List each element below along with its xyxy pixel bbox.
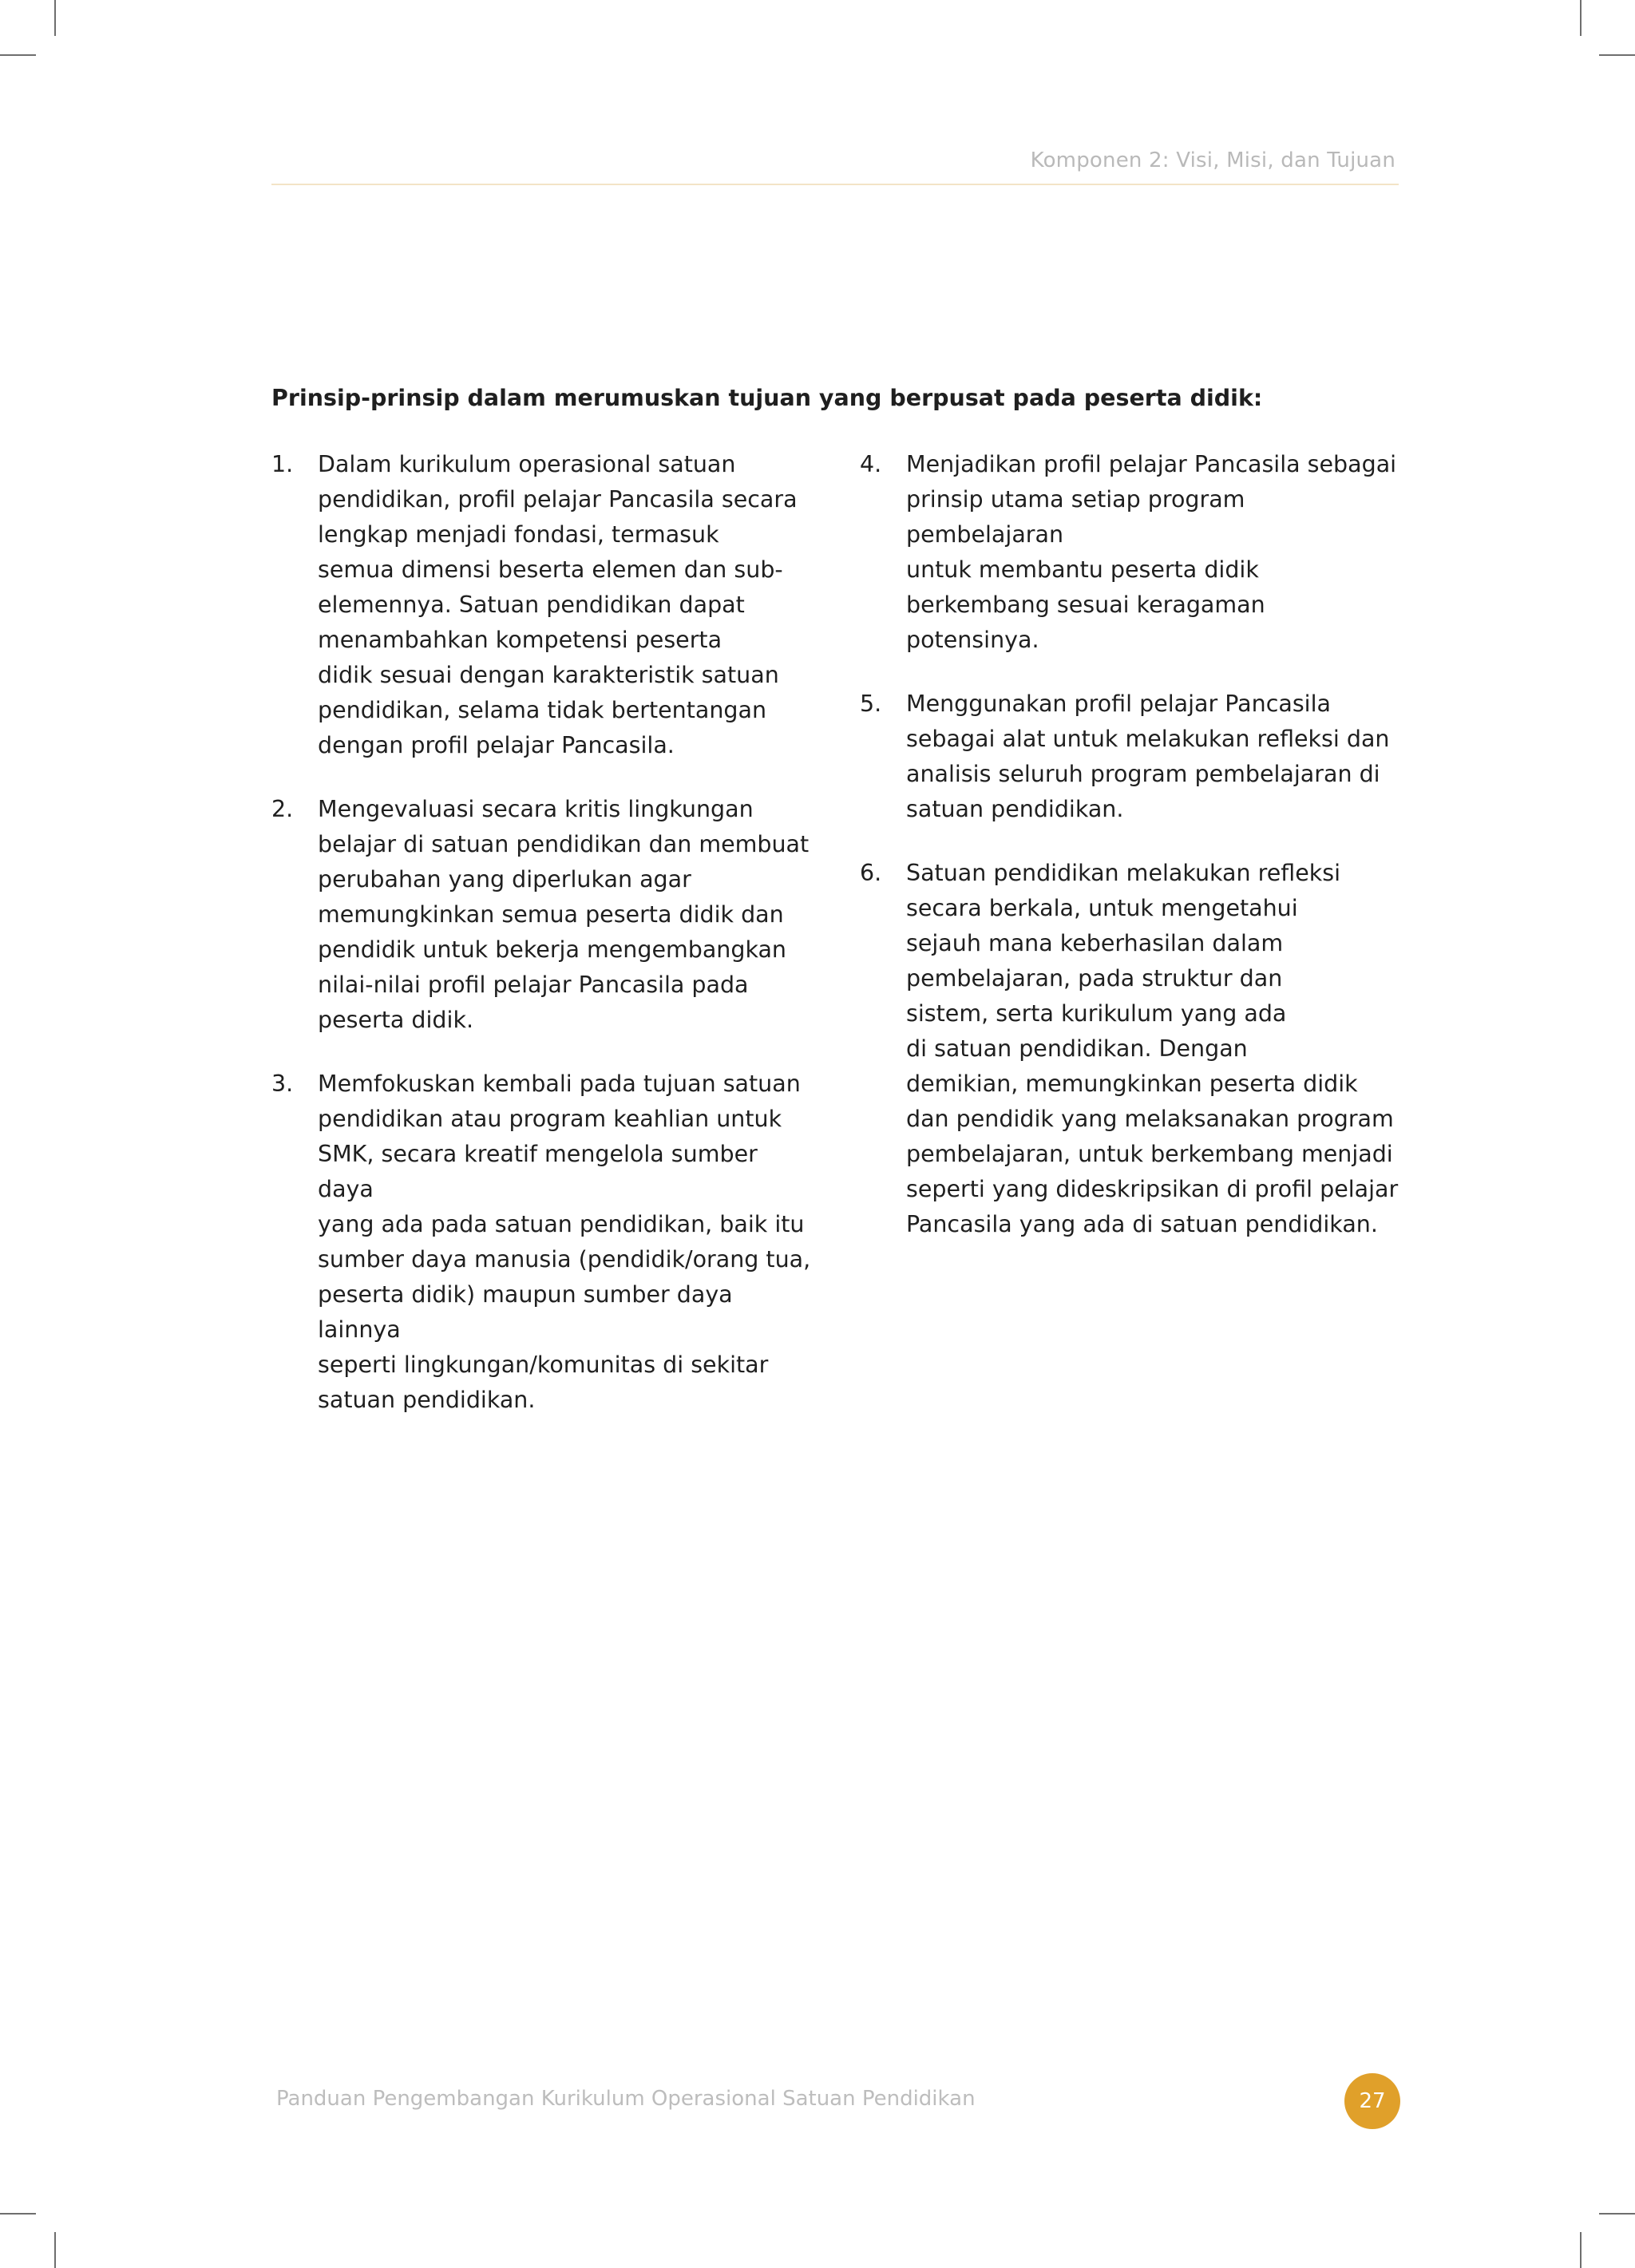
list-item [860, 856, 1403, 1242]
item-line: demikian, memungkinkan peserta didik [906, 1071, 1358, 1097]
item-line: Dalam kurikulum operasional satuan [318, 451, 736, 477]
crop-mark [1580, 2232, 1582, 2268]
crop-mark [54, 0, 56, 36]
item-line: seperti lingkungan/komunitas di sekitar [318, 1352, 769, 1378]
item-line: elemennya. Satuan pendidikan dapat [318, 592, 745, 618]
item-line: yang ada pada satuan pendidikan, baik itu [318, 1211, 805, 1237]
item-line: prinsip utama setiap program pembelajaran [906, 486, 1245, 548]
item-line: SMK, secara kreatif mengelola sumber daya [318, 1141, 758, 1202]
item-number: 1. [271, 451, 294, 477]
list-item [860, 447, 1403, 658]
item-line: lengkap menjadi fondasi, termasuk [318, 521, 719, 548]
item-line: menambahkan kompetensi peserta [318, 627, 722, 653]
item-line: pendidikan atau program keahlian untuk [318, 1106, 782, 1132]
item-line: Pancasila yang ada di satuan pendidikan. [906, 1211, 1378, 1237]
item-line: didik sesuai dengan karakteristik satuan [318, 662, 779, 688]
item-line: satuan pendidikan. [318, 1387, 536, 1413]
item-line: Memfokuskan kembali pada tujuan satuan [318, 1071, 801, 1097]
item-line: memungkinkan semua peserta didik dan [318, 901, 784, 928]
item-line: seperti yang dideskripsikan di profil pelajar [906, 1176, 1399, 1202]
item-line: sebagai alat untuk melakukan refleksi dan [906, 726, 1390, 752]
item-line: Menjadikan profil pelajar Pancasila sebagai [906, 451, 1397, 477]
item-line: sumber daya manusia (pendidik/orang tua, [318, 1246, 811, 1273]
item-number: 4. [860, 451, 882, 477]
item-line: berkembang sesuai keragaman potensinya. [906, 592, 1265, 653]
item-number: 3. [271, 1071, 294, 1097]
item-line: sejauh mana keberhasilan dalam [906, 930, 1284, 956]
item-number: 6. [860, 860, 882, 886]
crop-mark [0, 54, 36, 56]
item-line: perubahan yang diperlukan agar [318, 866, 691, 893]
item-line: Menggunakan profil pelajar Pancasila [906, 691, 1331, 717]
crop-mark [1599, 2213, 1635, 2215]
item-line: pembelajaran, pada struktur dan [906, 965, 1283, 992]
list-item [271, 447, 814, 763]
item-line: dengan profil pelajar Pancasila. [318, 732, 675, 758]
list-item [271, 792, 814, 1038]
list-item [860, 687, 1403, 827]
item-number: 2. [271, 796, 294, 822]
item-line: nilai-nilai profil pelajar Pancasila pada [318, 972, 749, 998]
running-header: Komponen 2: Visi, Misi, dan Tujuan [1030, 148, 1395, 172]
item-line: belajar di satuan pendidikan dan membuat [318, 831, 810, 857]
principles-list-left [271, 447, 814, 1447]
header-rule [271, 184, 1399, 185]
section-intro: Prinsip-prinsip dalam merumuskan tujuan yang berpusat pada peserta didik: [271, 385, 1263, 411]
item-line: pendidikan, profil pelajar Pancasila secara [318, 486, 798, 513]
item-line: peserta didik) maupun sumber daya lainnya [318, 1281, 733, 1343]
page-number-badge: 27 [1344, 2073, 1400, 2129]
item-line: peserta didik. [318, 1007, 474, 1033]
item-line: untuk membantu peserta didik [906, 556, 1259, 583]
item-line: satuan pendidikan. [906, 796, 1124, 822]
crop-mark [54, 2232, 56, 2268]
item-line: pendidikan, selama tidak bertentangan [318, 697, 767, 723]
item-line: Satuan pendidikan melakukan refleksi [906, 860, 1341, 886]
crop-mark [0, 2213, 36, 2215]
item-number: 5. [860, 691, 882, 717]
item-line: semua dimensi beserta elemen dan sub- [318, 556, 783, 583]
item-line: secara berkala, untuk mengetahui [906, 895, 1298, 921]
item-line: pembelajaran, untuk berkembang menjadi [906, 1141, 1393, 1167]
list-item [271, 1067, 814, 1418]
item-line: dan pendidik yang melaksanakan program [906, 1106, 1394, 1132]
crop-mark [1599, 54, 1635, 56]
item-line: di satuan pendidikan. Dengan [906, 1035, 1248, 1062]
item-line: sistem, serta kurikulum yang ada [906, 1000, 1287, 1027]
crop-mark [1580, 0, 1582, 36]
footer-book-title: Panduan Pengembangan Kurikulum Operasional Satuan Pendidikan [276, 2087, 976, 2111]
item-line: Mengevaluasi secara kritis lingkungan [318, 796, 754, 822]
principles-list-right [860, 447, 1403, 1271]
item-line: analisis seluruh program pembelajaran di [906, 761, 1380, 787]
item-line: pendidik untuk bekerja mengembangkan [318, 936, 786, 963]
